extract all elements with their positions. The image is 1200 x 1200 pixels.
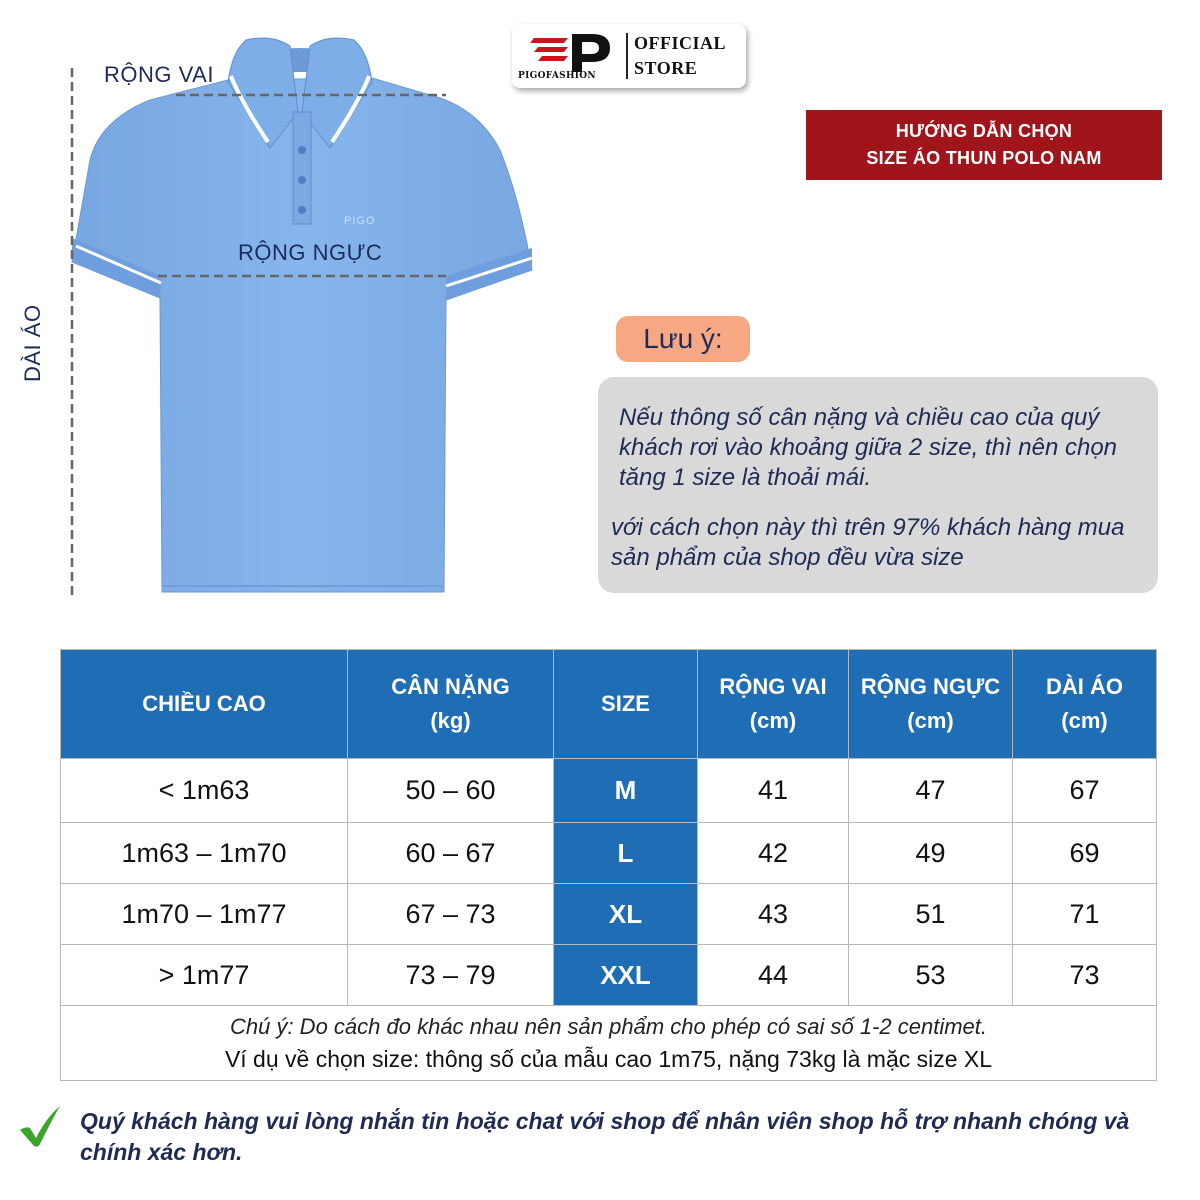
table-footnote: [61, 1006, 1157, 1081]
title-line-2: SIZE ÁO THUN POLO NAM: [866, 148, 1102, 168]
pigofashion-logo: [512, 24, 620, 88]
title-line-1: HƯỚNG DẪN CHỌN: [895, 121, 1073, 141]
cell-size: XXL: [554, 945, 698, 1006]
table-header-row: [61, 650, 1157, 759]
chest-print: PIGO: [344, 215, 376, 227]
contact-message: Quý khách hàng vui lòng nhắn tin hoặc chat với shop để nhân viên shop hỗ trợ nhanh chóng và chính xác hơn.: [80, 1108, 1130, 1165]
cell-weight: 73 – 79: [348, 945, 554, 1006]
header-length: DÀI ÁO (cm): [1013, 650, 1157, 759]
title-banner: [806, 110, 1162, 180]
table-row: [61, 759, 1157, 823]
logo-store-text: [634, 31, 726, 81]
cell-length: 73: [1013, 945, 1157, 1006]
store-logo: [512, 24, 746, 88]
cell-size: M: [554, 759, 698, 823]
cell-height: > 1m77: [61, 945, 348, 1006]
header-weight: CÂN NẶNG (kg): [348, 650, 554, 759]
cell-chest: 53: [849, 945, 1013, 1006]
cell-size: XL: [554, 884, 698, 945]
cell-shoulder: 43: [698, 884, 849, 945]
note-paragraph-1: Nếu thông số cân nặng và chiều cao của quý khách rơi vào khoảng giữa 2 size, thì nên chọn tăng 1 size là thoải mái.: [619, 404, 1118, 491]
cell-chest: 51: [849, 884, 1013, 945]
logo-brand-text: PIGOFASHION: [518, 71, 596, 81]
cell-shoulder: 44: [698, 945, 849, 1006]
cell-size: L: [554, 823, 698, 884]
note-paragraph-2: với cách chọn này thì trên 97% khách hàng mua sản phẩm của shop đều vừa size: [611, 514, 1125, 571]
cell-shoulder: 42: [698, 823, 849, 884]
size-chart-table: [60, 649, 1157, 1081]
header-size: SIZE: [554, 650, 698, 759]
cell-length: 67: [1013, 759, 1157, 823]
logo-p-icon: [512, 24, 620, 74]
header-chest: RỘNG NGỰC (cm): [849, 650, 1013, 759]
header-shoulder: RỘNG VAI (cm): [698, 650, 849, 759]
table-row: [61, 884, 1157, 945]
note-label: Lưu ý:: [616, 316, 750, 362]
cell-length: 71: [1013, 884, 1157, 945]
header-height: CHIỀU CAO: [61, 650, 348, 759]
logo-divider: [626, 33, 628, 79]
footnote-example: Ví dụ về chọn size: thông số của mẫu cao 1m75, nặng 73kg là mặc size XL: [224, 1046, 993, 1072]
cell-height: < 1m63: [61, 759, 348, 823]
checkmark-icon: [18, 1104, 62, 1148]
cell-chest: 47: [849, 759, 1013, 823]
footnote-tolerance: Chú ý: Do cách đo khác nhau nên sản phẩm cho phép có sai số 1-2 centimet.: [229, 1014, 987, 1039]
cell-length: 69: [1013, 823, 1157, 884]
logo-official: OFFICIAL: [634, 33, 727, 53]
polo-shirt-image: [0, 0, 600, 620]
cell-weight: 50 – 60: [348, 759, 554, 823]
table-row: [61, 945, 1157, 1006]
logo-store: STORE: [634, 58, 698, 78]
table-footnote-row: [61, 1006, 1157, 1081]
shirt-illustration: [0, 0, 600, 620]
shirt-length-label: DÀI ÁO: [20, 304, 45, 382]
chest-width-label: RỘNG NGỰC: [238, 240, 383, 265]
shoulder-width-label: RỘNG VAI: [104, 62, 214, 87]
note-box: [598, 377, 1158, 593]
cell-weight: 67 – 73: [348, 884, 554, 945]
cell-height: 1m63 – 1m70: [61, 823, 348, 884]
cell-shoulder: 41: [698, 759, 849, 823]
cell-weight: 60 – 67: [348, 823, 554, 884]
cell-height: 1m70 – 1m77: [61, 884, 348, 945]
table-row: [61, 823, 1157, 884]
cell-chest: 49: [849, 823, 1013, 884]
